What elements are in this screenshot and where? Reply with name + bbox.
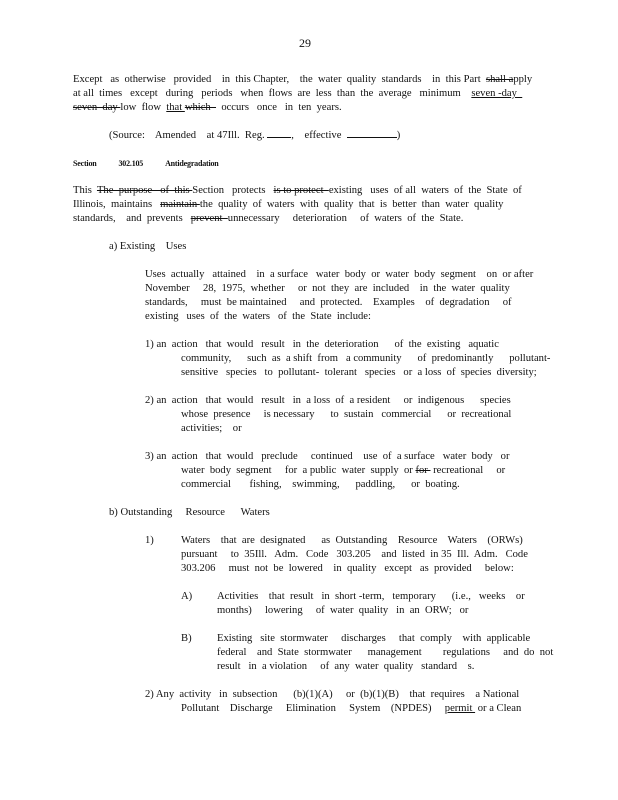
subsection-a-heading: a) Existing Uses: [109, 241, 187, 252]
existing-uses-line-4: existing uses of the waters of the State include:: [145, 311, 371, 322]
subsection-b-heading: b) Outstanding Resource Waters: [109, 507, 270, 518]
existing-uses-line-1: Uses actually attained in a surface water body or water body segment on or after: [145, 269, 534, 280]
item-b1-number: 1): [145, 535, 154, 546]
item-bA-label: A): [181, 591, 193, 602]
example-2-line-3: activities; or: [181, 423, 242, 434]
paragraph-2-line-3: standards, and prevents prevent unnecessary deterioration of waters of the State.: [73, 213, 464, 224]
section-title: Antidegradation: [165, 159, 219, 168]
item-b2-line-2: Pollutant Discharge Elimination System (NPDES) permit or a Clean: [181, 703, 522, 714]
item-b2-line-1: 2) Any activity in subsection (b)(1)(A) or (b)(1)(B) that requires a National: [145, 689, 520, 700]
item-bA-line-1: Activities that result in short -term, temporary (i.e., weeks or: [217, 591, 525, 602]
paragraph-2-line-2: Illinois, maintains maintain the quality of waters with quality that is better than water quality: [73, 199, 504, 210]
existing-uses-line-3: standards, must be maintained and protected. Examples of degradation of: [145, 297, 512, 308]
example-1-line-1: 1) an action that would result in the deterioration of the existing aquatic: [145, 339, 499, 350]
item-bB-label: B): [181, 633, 192, 644]
page-number: 29: [299, 36, 311, 50]
item-b1-line-1: Waters that are designated as Outstanding Resource Waters (ORWs): [181, 535, 523, 546]
section-number: 302.105: [118, 159, 144, 168]
paragraph-1-line-2: at all times except during periods when flows are less than the average minimum seven -day: [73, 88, 523, 99]
item-bB-line-3: result in a violation of any water quality standard s.: [217, 661, 475, 672]
example-3-line-2: water body segment for a public water supply or for recreational or: [181, 465, 506, 476]
example-1-line-3: sensitive species to pollutant- tolerant species or a loss of species diversity;: [181, 367, 537, 378]
example-3-line-3: commercial fishing, swimming, paddling, or boating.: [181, 479, 460, 490]
source-note: (Source: Amended at 47Ill. Reg. , effective ): [109, 130, 401, 141]
example-2-line-2: whose presence is necessary to sustain commercial or recreational: [181, 409, 512, 420]
existing-uses-line-2: November 28, 1975, whether or not they are included in the water quality: [145, 283, 510, 294]
example-1-line-2: community, such as a shift from a community of predominantly pollutant-: [181, 353, 551, 364]
section-heading: [73, 157, 219, 170]
item-bA-line-2: months) lowering of water quality in an ORW; or: [217, 605, 469, 616]
item-bB-line-1: Existing site stormwater discharges that comply with applicable: [217, 633, 531, 644]
item-b1-line-3: 303.206 must not be lowered in quality except as provided below:: [181, 563, 514, 574]
item-bB-line-2: federal and State stormwater management regulations and do not: [217, 647, 554, 658]
example-3-line-1: 3) an action that would preclude continued use of a surface water body or: [145, 451, 510, 462]
paragraph-1-line-1: Except as otherwise provided in this Chapter, the water quality standards in this Part shall apply: [73, 74, 533, 85]
item-b1-line-2: pursuant to 35Ill. Adm. Code 303.205 and listed in 35 Ill. Adm. Code: [181, 549, 528, 560]
section-label: Section: [73, 159, 97, 168]
example-2-line-1: 2) an action that would result in a loss of a resident or indigenous species: [145, 395, 511, 406]
reg-blank: [267, 128, 291, 138]
effective-blank: [347, 128, 397, 138]
paragraph-2-line-1: This The purpose of this Section protects is to protect existing uses of all waters of the State of: [73, 185, 522, 196]
paragraph-1-line-3: seven day low flow that which occurs once in ten years.: [73, 102, 342, 113]
